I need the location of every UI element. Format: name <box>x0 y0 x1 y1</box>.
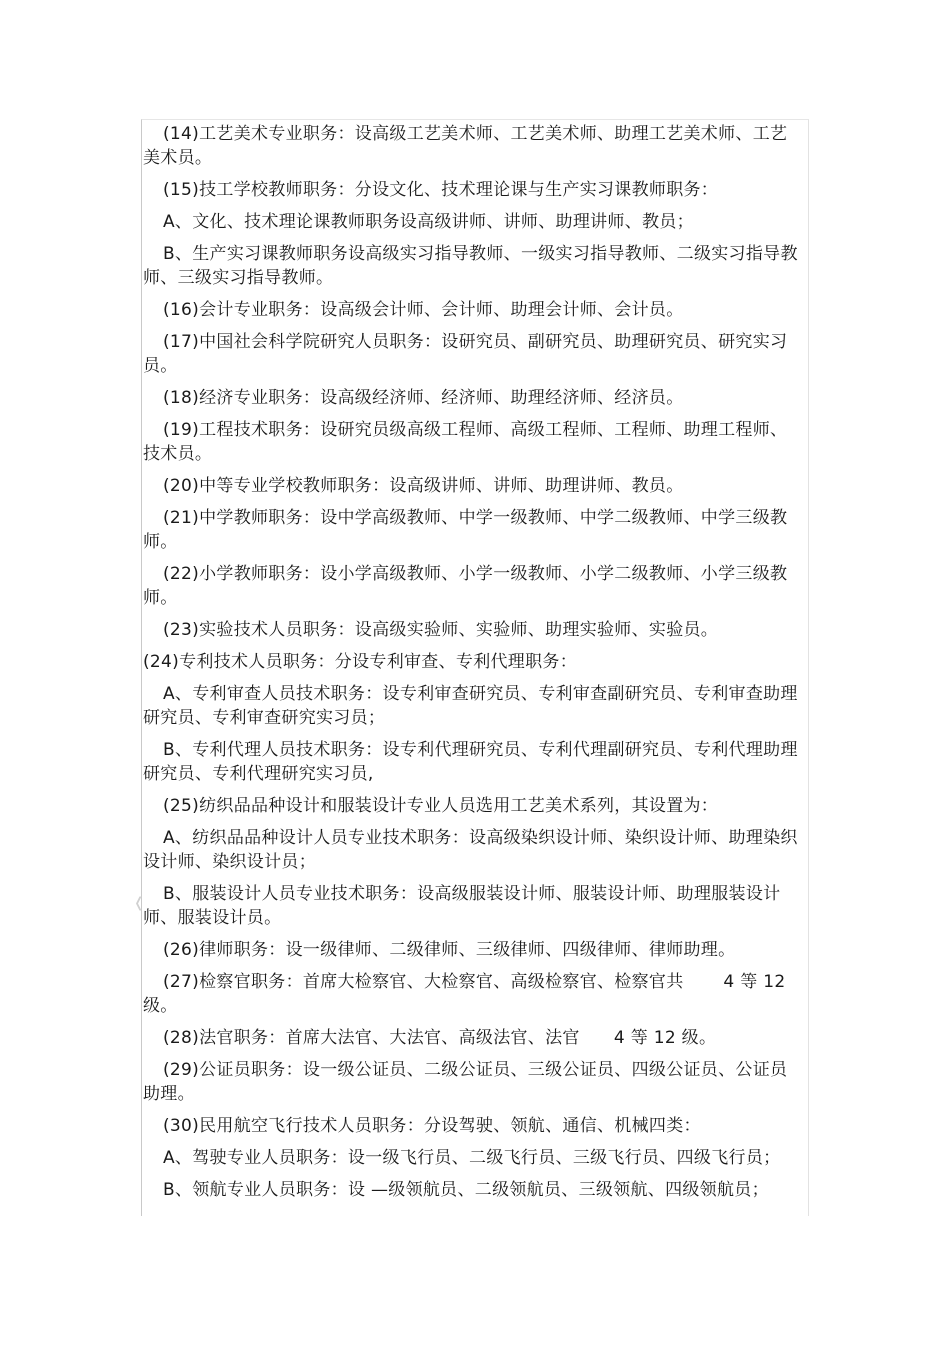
paragraph: (20)中等专业学校教师职务：设高级讲师、讲师、助理讲师、教员。 <box>163 476 684 496</box>
paragraph: (24)专利技术人员职务：分设专利审查、专利代理职务： <box>143 652 577 672</box>
paragraph: (25)纺织品品种设计和服装设计专业人员选用工艺美术系列，其设置为： <box>163 796 719 816</box>
document-body <box>143 122 803 1210</box>
paragraph: A、专利审查人员技术职务：设专利审查研究员、专利审查副研究员、专利审查助理研究员、专利审查研究实习员； <box>143 684 798 728</box>
paragraph: (16)会计专业职务：设高级会计师、会计师、助理会计师、会计员。 <box>163 300 684 320</box>
paragraph: (26)律师职务：设一级律师、二级律师、三级律师、四级律师、律师助理。 <box>163 940 736 960</box>
paragraph: B、生产实习课教师职务设高级实习指导教师、一级实习指导教师、二级实习指导教师、三级实习指导教师。 <box>143 244 798 288</box>
paragraph: (15)技工学校教师职务：分设文化、技术理论课与生产实习课教师职务： <box>163 180 719 200</box>
paragraph: (27)检察官职务：首席大检察官、大检察官、高级检察官、检察官共 4 等 12 级。 <box>143 972 792 1016</box>
paragraph: A、文化、技术理论课教师职务设高级讲师、讲师、助理讲师、教员； <box>163 212 694 232</box>
paragraph: A、驾驶专业人员职务：设一级飞行员、二级飞行员、三级飞行员、四级飞行员； <box>163 1148 781 1168</box>
paragraph: (14)工艺美术专业职务：设高级工艺美术师、工艺美术师、助理工艺美术师、工艺美术员。 <box>143 124 788 168</box>
paragraph: (22)小学教师职务：设小学高级教师、小学一级教师、小学二级教师、小学三级教师。 <box>143 564 788 608</box>
paragraph: B、专利代理人员技术职务：设专利代理研究员、专利代理副研究员、专利代理助理研究员、专利代理研究实习员, <box>143 740 798 784</box>
page-mark-icon: ❬ <box>133 895 145 911</box>
paragraph: B、领航专业人员职务：设 —级领航员、二级领航员、三级领航、四级领航员； <box>163 1180 769 1200</box>
paragraph: (29)公证员职务：设一级公证员、二级公证员、三级公证员、四级公证员、公证员助理。 <box>143 1060 788 1104</box>
paragraph: (23)实验技术人员职务：设高级实验师、实验师、助理实验师、实验员。 <box>163 620 719 640</box>
paragraph: B、服装设计人员专业技术职务：设高级服装设计师、服装设计师、助理服装设计师、服装设计员。 <box>143 884 781 928</box>
paragraph: (19)工程技术职务：设研究员级高级工程师、高级工程师、工程师、助理工程师、技术员。 <box>143 420 788 464</box>
paragraph: (18)经济专业职务：设高级经济师、经济师、助理经济师、经济员。 <box>163 388 684 408</box>
paragraph: (30)民用航空飞行技术人员职务：分设驾驶、领航、通信、机械四类： <box>163 1116 701 1136</box>
paragraph: A、纺织品品种设计人员专业技术职务：设高级染织设计师、染织设计师、助理染织设计师、染织设计员； <box>143 828 798 872</box>
paragraph: (28)法官职务：首席大法官、大法官、高级法官、法官 4 等 12 级。 <box>163 1028 717 1048</box>
paragraph: (21)中学教师职务：设中学高级教师、中学一级教师、中学二级教师、中学三级教师。 <box>143 508 788 552</box>
paragraph: (17)中国社会科学院研究人员职务：设研究员、副研究员、助理研究员、研究实习员。 <box>143 332 788 376</box>
